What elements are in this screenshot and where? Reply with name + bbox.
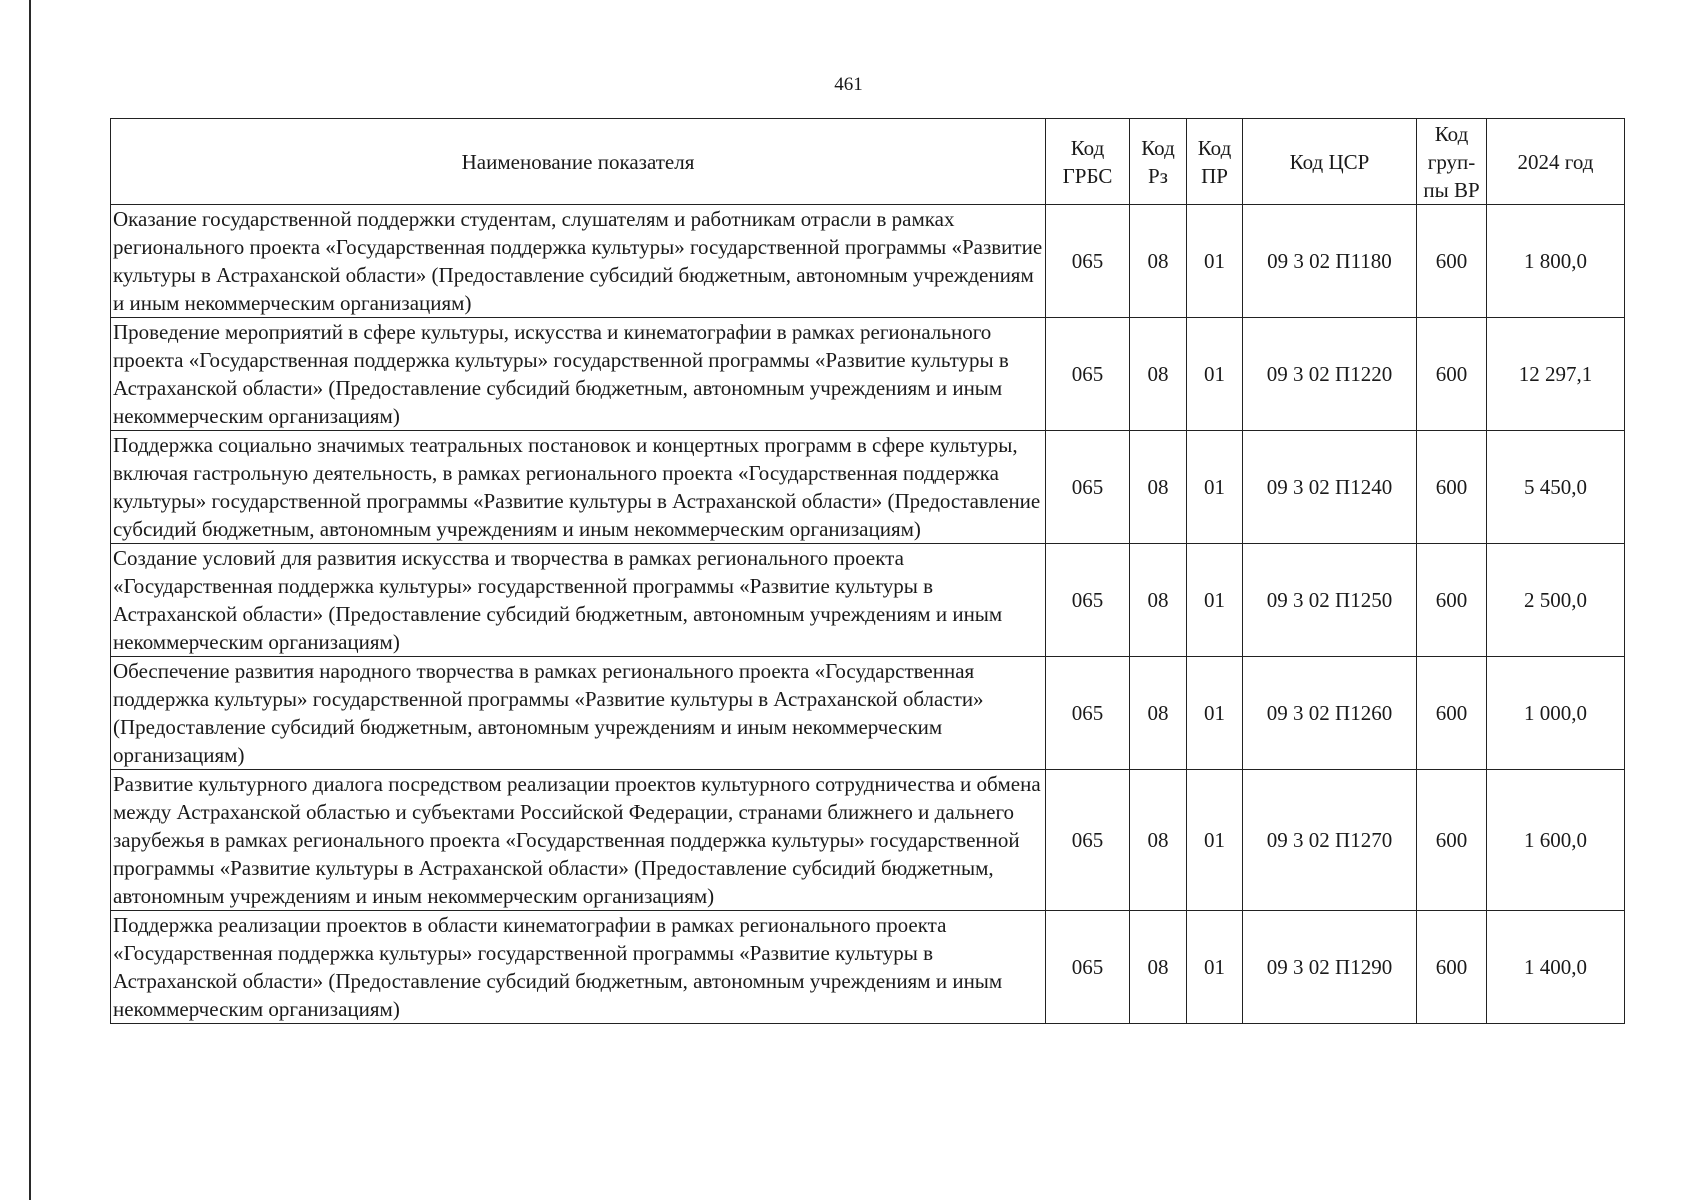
row-vr-cell: 600 xyxy=(1417,318,1487,431)
row-name-cell: Проведение мероприятий в сфере культуры, искусства и кинематографии в рамках регионального проекта «Государственная поддержка культуры» государственной программы «Развитие культуры в Астраханской области» (Предоставление субсидий бюджетным, автономным учреждениям и иным некоммерческим организациям) xyxy=(111,318,1046,431)
row-pr-cell: 01 xyxy=(1187,318,1243,431)
row-csr-cell: 09 3 02 П1240 xyxy=(1243,431,1417,544)
row-rz-cell: 08 xyxy=(1130,544,1187,657)
table-row xyxy=(111,318,1625,431)
row-name-cell: Поддержка социально значимых театральных постановок и концертных программ в сфере культуры, включая гастрольную деятельность, в рамках регионального проекта «Государственная поддержка культуры» государственной программы «Развитие культуры в Астраханской области» (Предоставление субсидий бюджетным, автономным учреждениям и иным некоммерческим организациям) xyxy=(111,431,1046,544)
row-name-cell: Оказание государственной поддержки студентам, слушателям и работникам отрасли в рамках регионального проекта «Государственная поддержка культуры» государственной программы «Развитие культуры в Астраханской области» (Предоставление субсидий бюджетным, автономным учреждениям и иным некоммерческим организациям) xyxy=(111,205,1046,318)
row-grbs-cell: 065 xyxy=(1046,318,1130,431)
row-amount-cell: 2 500,0 xyxy=(1487,544,1625,657)
table-row xyxy=(111,657,1625,770)
scan-margin-line xyxy=(29,0,31,1200)
table-row xyxy=(111,544,1625,657)
row-name-cell: Развитие культурного диалога посредством реализации проектов культурного сотрудничества и обмена между Астраханской областью и субъектами Российской Федерации, странами ближнего и дальнего зарубежья в рамках регионального проекта «Государственная поддержка культуры» государственной программы «Развитие культуры в Астраханской области» (Предоставление субсидий бюджетным, автономным учреждениям и иным некоммерческим организациям) xyxy=(111,770,1046,911)
row-rz-cell: 08 xyxy=(1130,770,1187,911)
row-vr-cell: 600 xyxy=(1417,911,1487,1024)
row-grbs-cell: 065 xyxy=(1046,431,1130,544)
row-name-cell: Обеспечение развития народного творчества в рамках регионального проекта «Государственная поддержка культуры» государственной программы «Развитие культуры в Астраханской области» (Предоставление субсидий бюджетным, автономным учреждениям и иным некоммерческим организациям) xyxy=(111,657,1046,770)
row-rz-cell: 08 xyxy=(1130,318,1187,431)
row-amount-cell: 1 800,0 xyxy=(1487,205,1625,318)
page-number: 461 xyxy=(834,74,863,95)
header-year: 2024 год xyxy=(1487,119,1625,205)
row-amount-cell: 1 600,0 xyxy=(1487,770,1625,911)
table-row xyxy=(111,431,1625,544)
header-csr: Код ЦСР xyxy=(1243,119,1417,205)
header-pr-line: Код xyxy=(1197,135,1232,160)
header-pr-line: ПР xyxy=(1201,163,1228,188)
row-pr-cell: 01 xyxy=(1187,911,1243,1024)
row-csr-cell: 09 3 02 П1250 xyxy=(1243,544,1417,657)
row-vr-cell: 600 xyxy=(1417,544,1487,657)
header-rz xyxy=(1130,119,1187,205)
header-grbs-line: Код xyxy=(1070,135,1105,160)
header-name: Наименование показателя xyxy=(111,119,1046,205)
row-rz-cell: 08 xyxy=(1130,205,1187,318)
row-rz-cell: 08 xyxy=(1130,431,1187,544)
header-grbs-line: ГРБС xyxy=(1062,163,1113,188)
header-vr-line: груп- xyxy=(1427,149,1476,174)
header-grbs xyxy=(1046,119,1130,205)
row-grbs-cell: 065 xyxy=(1046,544,1130,657)
row-rz-cell: 08 xyxy=(1130,657,1187,770)
row-amount-cell: 12 297,1 xyxy=(1487,318,1625,431)
header-rz-line: Рз xyxy=(1148,163,1168,188)
row-grbs-cell: 065 xyxy=(1046,770,1130,911)
row-vr-cell: 600 xyxy=(1417,770,1487,911)
row-pr-cell: 01 xyxy=(1187,431,1243,544)
header-rz-line: Код xyxy=(1141,135,1175,160)
row-pr-cell: 01 xyxy=(1187,657,1243,770)
row-pr-cell: 01 xyxy=(1187,770,1243,911)
row-pr-cell: 01 xyxy=(1187,544,1243,657)
budget-table xyxy=(110,118,1625,1024)
row-csr-cell: 09 3 02 П1270 xyxy=(1243,770,1417,911)
row-csr-cell: 09 3 02 П1220 xyxy=(1243,318,1417,431)
row-csr-cell: 09 3 02 П1290 xyxy=(1243,911,1417,1024)
row-pr-cell: 01 xyxy=(1187,205,1243,318)
header-vr-line: пы ВР xyxy=(1423,177,1480,202)
row-rz-cell: 08 xyxy=(1130,911,1187,1024)
row-grbs-cell: 065 xyxy=(1046,205,1130,318)
row-grbs-cell: 065 xyxy=(1046,657,1130,770)
row-name-cell: Создание условий для развития искусства и творчества в рамках регионального проекта «Государственная поддержка культуры» государственной программы «Развитие культуры в Астраханской области» (Предоставление субсидий бюджетным, автономным учреждениям и иным некоммерческим организациям) xyxy=(111,544,1046,657)
row-vr-cell: 600 xyxy=(1417,657,1487,770)
table-row xyxy=(111,911,1625,1024)
table-header-row xyxy=(111,119,1625,205)
row-amount-cell: 1 400,0 xyxy=(1487,911,1625,1024)
row-vr-cell: 600 xyxy=(1417,205,1487,318)
row-name-cell: Поддержка реализации проектов в области кинематографии в рамках регионального проекта «Государственная поддержка культуры» государственной программы «Развитие культуры в Астраханской области» (Предоставление субсидий бюджетным, автономным учреждениям и иным некоммерческим организациям) xyxy=(111,911,1046,1024)
table-row xyxy=(111,205,1625,318)
row-csr-cell: 09 3 02 П1260 xyxy=(1243,657,1417,770)
row-vr-cell: 600 xyxy=(1417,431,1487,544)
table-row xyxy=(111,770,1625,911)
row-grbs-cell: 065 xyxy=(1046,911,1130,1024)
row-amount-cell: 5 450,0 xyxy=(1487,431,1625,544)
row-amount-cell: 1 000,0 xyxy=(1487,657,1625,770)
header-vr-line: Код xyxy=(1434,121,1469,146)
header-vr xyxy=(1417,119,1487,205)
header-pr xyxy=(1187,119,1243,205)
row-csr-cell: 09 3 02 П1180 xyxy=(1243,205,1417,318)
